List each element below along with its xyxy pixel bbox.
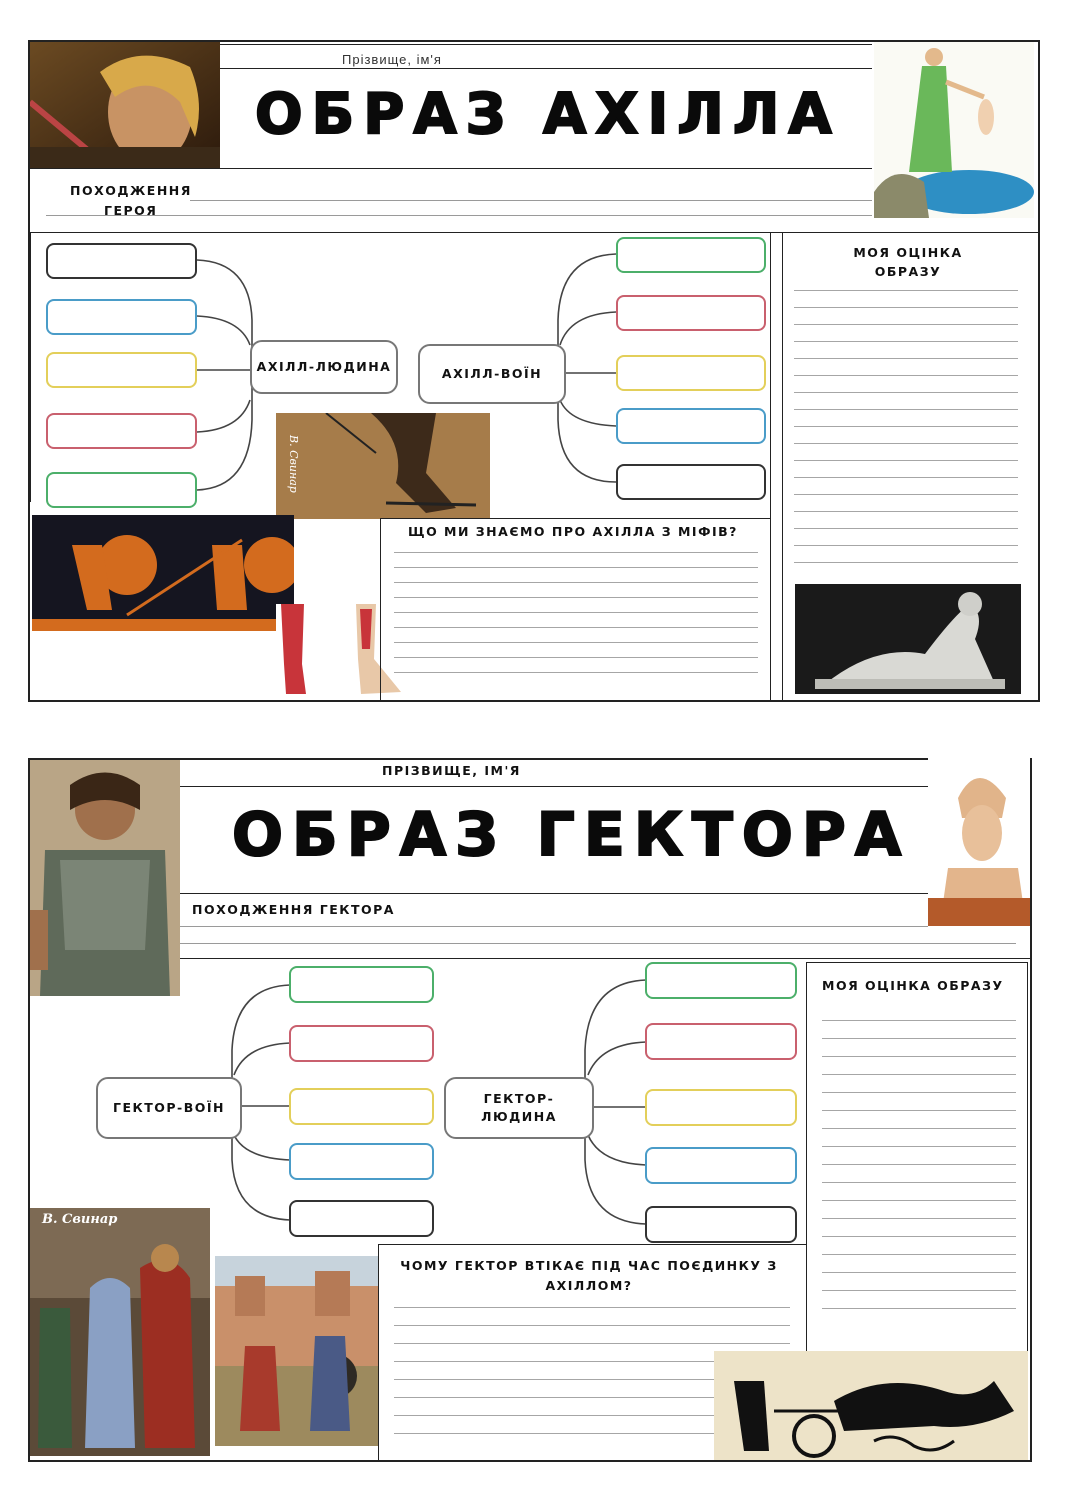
hector-human-node: ГЕКТОР- ЛЮДИНА bbox=[444, 1077, 594, 1139]
chariot-vase-painting bbox=[714, 1351, 1028, 1460]
trait-box-right-5[interactable] bbox=[645, 1206, 797, 1243]
question-top-divider bbox=[378, 1244, 806, 1245]
myths-question: ЩО МИ ЗНАЄМО ПРО АХІЛЛА З МІФІВ? bbox=[408, 524, 738, 539]
hector-andromache-painting bbox=[30, 1208, 210, 1456]
trait-box-left-3[interactable] bbox=[289, 1088, 434, 1125]
achilles-hector-duel-painting bbox=[215, 1256, 378, 1446]
trait-box-right-3[interactable] bbox=[645, 1089, 797, 1126]
signature: В. Свинар bbox=[42, 1212, 118, 1227]
achilles-human-node: АХІЛЛ-ЛЮДИНА bbox=[250, 340, 398, 394]
origin-label: ПОХОДЖЕННЯ ГЕКТОРА bbox=[192, 902, 395, 917]
achilles-warrior-node: АХІЛЛ-ВОЇН bbox=[418, 344, 566, 404]
trait-box-right-4[interactable] bbox=[645, 1147, 797, 1184]
question-text: ЧОМУ ГЕКТОР ВТІКАЄ ПІД ЧАС ПОЄДИНКУ З АХІЛЛОМ? bbox=[400, 1258, 778, 1293]
trait-box-left-1[interactable] bbox=[289, 966, 434, 1003]
trait-box-left-2[interactable] bbox=[289, 1025, 434, 1062]
trait-box-right-1[interactable] bbox=[645, 962, 797, 999]
page-title: ОБРАЗ ГЕКТОРА bbox=[232, 800, 911, 870]
page-title: ОБРАЗ АХІЛЛА bbox=[255, 82, 841, 147]
trait-box-left-5[interactable] bbox=[289, 1200, 434, 1237]
assessment-label: МОЯ ОЦІНКА ОБРАЗУ bbox=[853, 245, 963, 279]
trait-box-left-4[interactable] bbox=[289, 1143, 434, 1180]
name-label: Прізвище, ім'я bbox=[342, 52, 442, 67]
origin-label: ПОХОДЖЕННЯ ГЕРОЯ bbox=[70, 183, 192, 218]
hector-warrior-node: ГЕКТОР-ВОЇН bbox=[96, 1077, 242, 1139]
name-label: ПРІЗВИЩЕ, ІМ'Я bbox=[382, 763, 521, 778]
assessment-label: МОЯ ОЦІНКА ОБРАЗУ bbox=[822, 978, 1004, 993]
trait-box-right-2[interactable] bbox=[645, 1023, 797, 1060]
question-left-divider bbox=[378, 1244, 379, 1460]
assessment-lines[interactable] bbox=[822, 1020, 1016, 1326]
